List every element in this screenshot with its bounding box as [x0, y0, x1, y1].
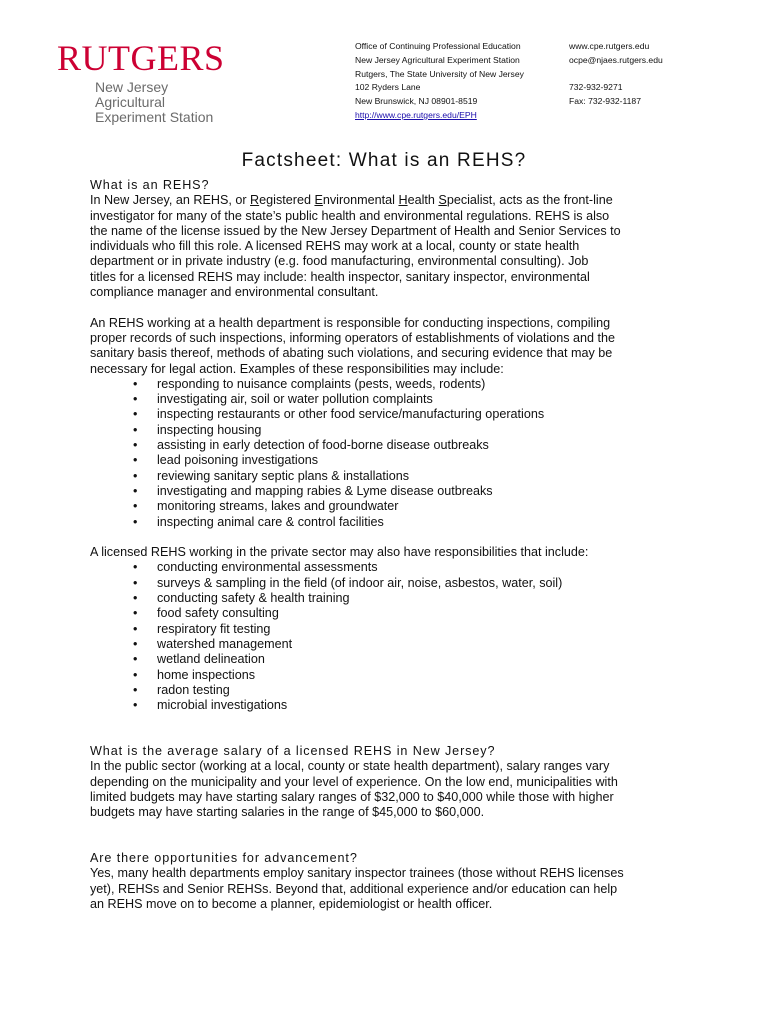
header-line: New Brunswick, NJ 08901-8519: [355, 96, 478, 107]
paragraph-line: sanitary basis thereof, methods of abating such violations, and securing evidence that may be: [90, 346, 613, 361]
paragraph-line: investigator for many of the state’s public health and environmental regulations. REHS is also: [90, 208, 610, 223]
header-line: New Jersey Agricultural Experiment Station: [355, 54, 520, 65]
paragraph-line: compliance manager and environmental consultant.: [90, 285, 379, 300]
paragraph-line: proper records of such inspections, informing operators of establishments of violations and the: [90, 330, 616, 345]
paragraph-line: titles for a licensed REHS may include: health inspector, sanitary inspector, environmental: [90, 269, 590, 284]
bullet-icon: •: [133, 636, 138, 651]
list-item: • assisting in early detection of food-borne disease outbreaks: [133, 438, 489, 453]
list-item: • home inspections: [133, 667, 256, 682]
paragraph-line: An REHS working at a health department is responsible for conducting inspections, compiling: [90, 315, 611, 330]
bullet-icon: •: [133, 438, 138, 453]
private-sector-responsibilities-list: [90, 560, 700, 713]
page-title: Factsheet: What is an REHS?: [241, 150, 527, 171]
list-item: • investigating and mapping rabies & Lyme disease outbreaks: [133, 483, 493, 498]
bullet-icon: •: [133, 376, 138, 391]
bullet-icon: •: [133, 682, 138, 697]
phone-text: 732-932-9271: [569, 82, 623, 93]
bullet-icon: •: [133, 652, 138, 667]
header-address: [355, 40, 524, 123]
header-line: Rutgers, The State University of New Jersey: [355, 68, 524, 79]
paragraph-line: In New Jersey, an REHS, or Registered Environmental Health Specialist, acts as the front-line: [90, 193, 613, 208]
bullet-icon: •: [133, 514, 138, 529]
paragraph-line: In the public sector (working at a local, county or state health department), salary ranges vary: [90, 759, 610, 774]
section-heading: What is an REHS?: [90, 178, 210, 192]
bullet-icon: •: [133, 591, 138, 606]
bullet-icon: •: [133, 422, 138, 437]
list-item: • inspecting restaurants or other food service/manufacturing operations: [133, 407, 545, 422]
list-item: • watershed management: [133, 636, 293, 651]
bullet-icon: •: [133, 560, 138, 575]
website-text: www.cpe.rutgers.edu: [569, 41, 650, 51]
health-department-responsibilities-list: [90, 377, 700, 530]
paragraph-line: the name of the license issued by the New Jersey Department of Health and Senior Services to: [90, 223, 621, 238]
bullet-icon: •: [133, 468, 138, 483]
intro-paragraph: [90, 193, 700, 300]
paragraph-line: limited budgets may have starting salary ranges of $32,000 to $40,000 while those with higher: [90, 789, 614, 804]
document-body: [90, 178, 700, 912]
list-item: • reviewing sanitary septic plans & installations: [133, 468, 409, 483]
list-item: • conducting safety & health training: [133, 591, 350, 606]
email-text: ocpe@njaes.rutgers.edu: [569, 54, 663, 65]
bullet-icon: •: [133, 667, 138, 682]
list-item: • lead poisoning investigations: [133, 453, 319, 468]
bullet-icon: •: [133, 606, 138, 621]
header-line: 102 Ryders Lane: [355, 82, 421, 93]
logo-subtitle: [95, 80, 237, 125]
list-item: • inspecting animal care & control facilities: [133, 514, 384, 529]
bullet-icon: •: [133, 621, 138, 636]
header-line: Office of Continuing Professional Education: [355, 41, 521, 51]
list-item: • microbial investigations: [133, 698, 288, 713]
bullet-icon: •: [133, 392, 138, 407]
bullet-icon: •: [133, 483, 138, 498]
list-item: • respiratory fit testing: [133, 621, 271, 636]
private-sector-paragraph: A licensed REHS working in the private sector may also have responsibilities that include:: [90, 545, 589, 560]
list-item: • conducting environmental assessments: [133, 560, 378, 575]
bullet-icon: •: [133, 407, 138, 422]
paragraph-line: necessary for legal action. Examples of these responsibilities may include:: [90, 361, 504, 376]
logo-wordmark: RUTGERS: [57, 38, 225, 78]
paragraph-line: yet), REHSs and Senior REHSs. Beyond that, additional experience and/or education can help: [90, 881, 618, 896]
list-item: • responding to nuisance complaints (pests, weeds, rodents): [133, 376, 486, 391]
list-item: • monitoring streams, lakes and groundwater: [133, 499, 399, 514]
section-heading: Are there opportunities for advancement?: [90, 851, 358, 866]
rutgers-logo: [57, 38, 237, 125]
list-item: • inspecting housing: [133, 422, 262, 437]
section-heading: What is the average salary of a licensed REHS in New Jersey?: [90, 743, 496, 758]
fax-text: Fax: 732-932-1187: [569, 96, 641, 107]
paragraph-line: individuals who fill this role. A licensed REHS may work at a local, county or state health: [90, 239, 580, 254]
paragraph-line: depending on the municipality and your level of experience. On the low end, municipalities with: [90, 774, 618, 789]
bullet-icon: •: [133, 499, 138, 514]
logo-subtitle-line: New Jersey Agricultural: [95, 79, 169, 110]
logo-subtitle-line: Experiment Station: [95, 109, 214, 125]
bullet-icon: •: [133, 453, 138, 468]
list-item: • radon testing: [133, 682, 230, 697]
eph-link[interactable]: http://www.cpe.rutgers.edu/EPH: [355, 109, 477, 120]
paragraph-line: an REHS move on to become a planner, epidemiologist or health officer.: [90, 896, 493, 911]
paragraph-line: Yes, many health departments employ sanitary inspector trainees (those without REHS licenses: [90, 866, 624, 881]
list-item: • food safety consulting: [133, 606, 279, 621]
paragraph-line: budgets may have starting salaries in the range of $45,000 to $60,000.: [90, 805, 485, 820]
list-item: • investigating air, soil or water pollution complaints: [133, 392, 433, 407]
list-item: • wetland delineation: [133, 652, 265, 667]
header-contact: [569, 40, 663, 109]
bullet-icon: •: [133, 575, 138, 590]
advancement-paragraph: [90, 866, 700, 912]
paragraph-line: department or in private industry (e.g. food manufacturing, environmental consulting). Job: [90, 254, 589, 269]
salary-paragraph: [90, 759, 700, 820]
health-department-paragraph: [90, 316, 700, 377]
bullet-icon: •: [133, 698, 138, 713]
list-item: • surveys & sampling in the field (of indoor air, noise, asbestos, water, soil): [133, 575, 563, 590]
